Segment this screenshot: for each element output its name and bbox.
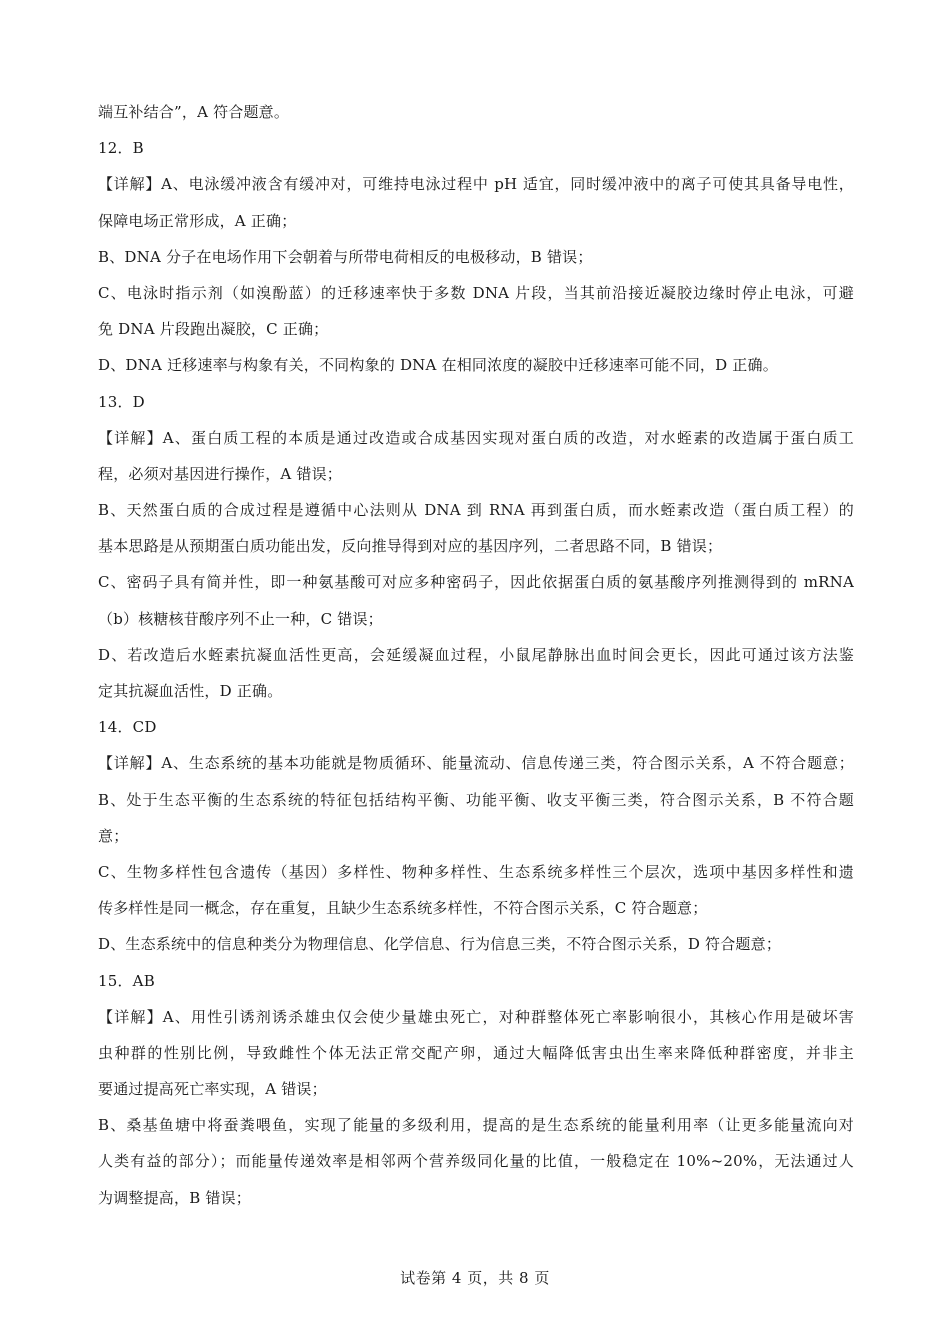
text-line: 人类有益的部分）；而能量传递效率是相邻两个营养级同化量的比值，一般稳定在 10%~20%，无法通过人 bbox=[98, 1152, 854, 1171]
text-line: （b）核糖核苷酸序列不止一种，C 错误； bbox=[98, 609, 383, 628]
question-number: 12．B bbox=[98, 139, 144, 158]
text-line: B、桑基鱼塘中将蚕粪喂鱼，实现了能量的多级利用，提高的是生态系统的能量利用率（让更多能量流向对 bbox=[98, 1116, 854, 1135]
question-number: 13．D bbox=[98, 392, 145, 411]
text-line: D、若改造后水蛭素抗凝血活性更高，会延缓凝血过程，小鼠尾静脉出血时间会更长，因此可通过该方法鉴 bbox=[98, 645, 854, 664]
text-line: 虫种群的性别比例，导致雌性个体无法正常交配产卵，通过大幅降低害虫出生率来降低种群密度，并非主 bbox=[98, 1043, 854, 1062]
text-line: 【详解】A、生态系统的基本功能就是物质循环、能量流动、信息传递三类，符合图示关系，A 不符合题意； bbox=[98, 754, 854, 773]
text-line: B、处于生态平衡的生态系统的特征包括结构平衡、功能平衡、收支平衡三类，符合图示关系，B 不符合题 bbox=[98, 790, 854, 809]
question-number: 14．CD bbox=[98, 718, 157, 737]
text-line: 【详解】A、蛋白质工程的本质是通过改造或合成基因实现对蛋白质的改造，对水蛭素的改造属于蛋白质工 bbox=[98, 428, 854, 447]
text-line: 端互补结合”，A 符合题意。 bbox=[98, 103, 290, 121]
text-line: D、DNA 迁移速率与构象有关，不同构象的 DNA 在相同浓度的凝胶中迁移速率可能不同，D 正确。 bbox=[98, 356, 778, 375]
text-line: 定其抗凝血活性，D 正确。 bbox=[98, 682, 283, 700]
text-line: 免 DNA 片段跑出凝胶，C 正确； bbox=[98, 320, 329, 339]
text-line: 为调整提高，B 错误； bbox=[98, 1188, 251, 1207]
text-line: 【详解】A、电泳缓冲液含有缓冲对，可维持电泳过程中 pH 适宜，同时缓冲液中的离子可使其具备导电性， bbox=[98, 175, 854, 194]
text-line: B、DNA 分子在电场作用下会朝着与所带电荷相反的电极移动，B 错误； bbox=[98, 247, 593, 266]
page-footer: 试卷第 4 页，共 8 页 bbox=[400, 1269, 550, 1287]
text-line: 要通过提高死亡率实现，A 错误； bbox=[98, 1080, 327, 1099]
text-line: 基本思路是从预期蛋白质功能出发，反向推导得到对应的基因序列，二者思路不同，B 错误； bbox=[98, 537, 723, 556]
text-line: C、电泳时指示剂（如溴酚蓝）的迁移速率快于多数 DNA 片段，当其前沿接近凝胶边缘时停止电泳，可避 bbox=[98, 283, 854, 302]
text-line: C、密码子具有简并性，即一种氨基酸可对应多种密码子，因此依据蛋白质的氨基酸序列推测得到的 mRNA bbox=[98, 573, 854, 592]
text-line: D、生态系统中的信息种类分为物理信息、化学信息、行为信息三类，不符合图示关系，D 符合题意； bbox=[98, 935, 782, 954]
text-line: 【详解】A、用性引诱剂诱杀雄虫仅会使少量雄虫死亡，对种群整体死亡率影响很小，其核心作用是破坏害 bbox=[98, 1007, 854, 1026]
page-body bbox=[98, 94, 854, 1216]
text-line: 意； bbox=[98, 826, 129, 845]
text-line: 程，必须对基因进行操作，A 错误； bbox=[98, 464, 343, 483]
text-line: B、天然蛋白质的合成过程是遵循中心法则从 DNA 到 RNA 再到蛋白质，而水蛭素改造（蛋白质工程）的 bbox=[98, 501, 854, 520]
question-number: 15．AB bbox=[98, 971, 155, 990]
text-line: 保障电场正常形成，A 正确； bbox=[98, 211, 297, 230]
text-line: C、生物多样性包含遗传（基因）多样性、物种多样性、生态系统多样性三个层次，选项中基因多样性和遗 bbox=[98, 862, 854, 881]
text-line: 传多样性是同一概念，存在重复，且缺少生态系统多样性，不符合图示关系，C 符合题意； bbox=[98, 899, 708, 918]
